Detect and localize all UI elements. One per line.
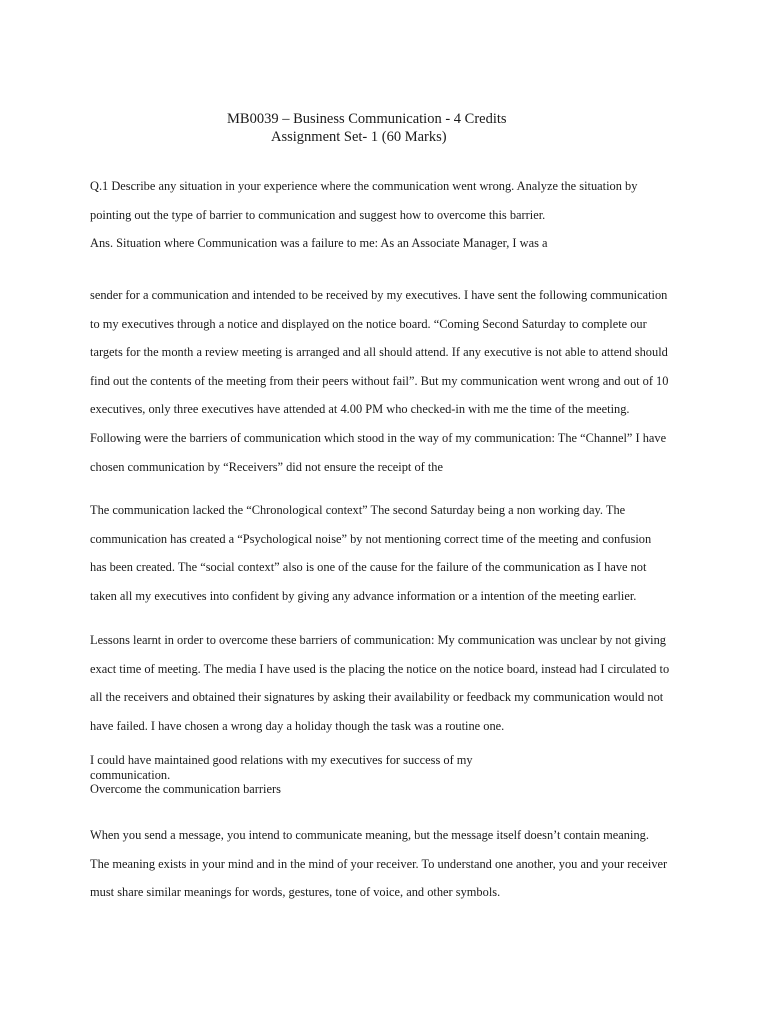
question-paragraph	[90, 172, 690, 229]
lessons-paragraph	[90, 626, 690, 740]
text-line: The meaning exists in your mind and in the mind of your receiver. To understand one another, you and your receiver	[90, 856, 668, 871]
text-line: The communication lacked the “Chronological context” The second Saturday being a non working day. The	[90, 503, 626, 517]
text-line: targets for the month a review meeting is arranged and all should attend. If any executive is not able to attend should	[90, 345, 668, 360]
text-line: communication.	[90, 767, 171, 782]
relations-paragraph	[90, 753, 690, 797]
section-heading: Overcome the communication barriers	[90, 782, 281, 796]
text-line: sender for a communication and intended to be received by my executives. I have sent the following communication	[90, 288, 668, 302]
text-line: taken all my executives into confident by giving any advance information or a intention of the meeting earlier.	[90, 588, 637, 603]
document-subtitle: Assignment Set- 1 (60 Marks)	[271, 129, 447, 145]
text-line: executives, only three executives have attended at 4.00 PM who checked-in with me the time of the meeting.	[90, 402, 630, 417]
text-line: to my executives through a notice and displayed on the notice board. “Coming Second Saturday to complete our	[90, 316, 647, 331]
text-line: have failed. I have chosen a wrong day a holiday though the task was a routine one.	[90, 718, 505, 733]
text-line: I could have maintained good relations with my executives for success of my	[90, 753, 473, 767]
text-line: Ans. Situation where Communication was a failure to me: As an Associate Manager, I was a	[90, 236, 548, 250]
text-line: Lessons learnt in order to overcome these barriers of communication: My communication was unclear by not giving	[90, 633, 667, 647]
text-line: When you send a message, you intend to communicate meaning, but the message itself doesn’t contain meaning.	[90, 828, 649, 842]
context-paragraph	[90, 496, 690, 610]
text-line: all the receivers and obtained their signatures by asking their availability or feedback my communication would not	[90, 690, 664, 705]
text-line: has been created. The “social context” also is one of the cause for the failure of the communication as I have not	[90, 560, 647, 575]
text-line: pointing out the type of barrier to communication and suggest how to overcome this barrier.	[90, 207, 546, 222]
situation-paragraph	[90, 281, 690, 481]
answer-intro-paragraph	[90, 229, 690, 258]
text-line: communication has created a “Psychological noise” by not mentioning correct time of the meeting and confusion	[90, 531, 652, 546]
text-line: find out the contents of the meeting from their peers without fail”. But my communication went wrong and out of 10	[90, 373, 669, 388]
document-title: MB0039 – Business Communication - 4 Credits	[227, 111, 507, 127]
text-line: must share similar meanings for words, gestures, tone of voice, and other symbols.	[90, 885, 501, 900]
text-line: exact time of meeting. The media I have used is the placing the notice on the notice board, instead had I circulated to	[90, 661, 670, 676]
text-line: chosen communication by “Receivers” did not ensure the receipt of the	[90, 459, 444, 474]
text-line: Following were the barriers of communication which stood in the way of my communication: The “Channel” I have	[90, 430, 667, 445]
meaning-paragraph	[90, 821, 690, 907]
text-line: Q.1 Describe any situation in your experience where the communication went wrong. Analyze the situation by	[90, 179, 638, 193]
